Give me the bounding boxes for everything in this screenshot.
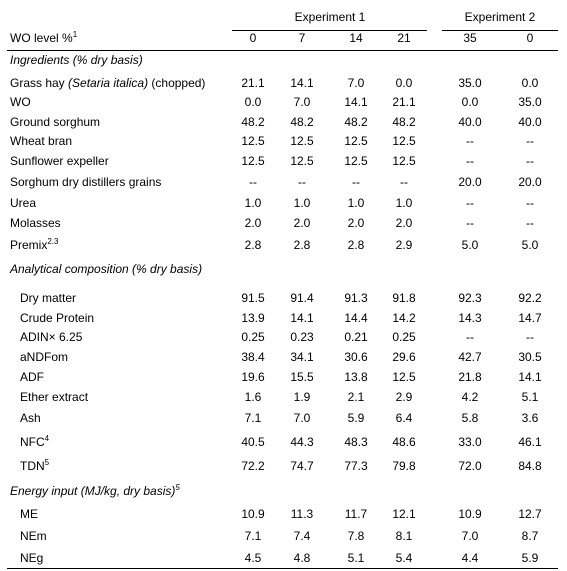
column-header: 7 [298,31,306,45]
table-cell: 14.3 [458,311,482,325]
table-cell: 48.3 [344,435,368,449]
table-cell: 1.9 [293,390,311,404]
column-header: 14 [349,31,363,45]
table-cell: 2.0 [347,216,365,230]
table-cell: 7.1 [244,411,262,425]
table-cell: 40.5 [241,435,265,449]
row-label [20,330,82,344]
table-cell: 10.9 [458,507,482,521]
row-label-text: Premix [10,238,48,252]
table-cell: 46.1 [518,435,542,449]
table-cell: 21.8 [458,370,482,384]
table-cell: 0.21 [344,330,368,344]
row-label-text: Urea [10,196,37,210]
row-label-text: NEm [20,529,47,543]
section-title-text: Ingredients (% dry basis) [10,53,143,67]
table-cell: 33.0 [458,435,482,449]
table-cell: 7.0 [293,95,311,109]
row-label [10,134,72,148]
row-label [20,350,68,364]
table-cell: 12.5 [344,134,368,148]
row-label [10,196,36,210]
row-label-text: Dry matter [20,291,77,305]
row-label-text: ADF [20,370,44,384]
table-cell: 0.25 [392,330,416,344]
row-label [10,95,31,109]
table-cell: 7.8 [347,529,365,543]
table-cell: 48.2 [241,115,265,129]
row-label-header-text: WO level % [10,31,73,45]
table-cell: 0.0 [244,95,262,109]
rule-header-bottom [7,50,558,51]
table-cell: 10.9 [241,507,265,521]
row-label-text: Ash [20,411,41,425]
column-header: 0 [526,31,534,45]
row-label-text: Molasses [10,216,61,230]
table-cell: 12.5 [392,370,416,384]
table-cell: -- [526,134,534,148]
table-cell: 34.1 [290,350,314,364]
table-cell: 5.0 [461,238,479,252]
table-cell: 40.0 [518,115,542,129]
table-cell: 6.4 [395,411,413,425]
table-cell: 72.0 [458,459,482,473]
table-cell: -- [400,175,408,189]
table-cell: 12.5 [241,134,265,148]
row-label-text: Wheat bran [10,134,73,148]
rule-table-bottom [7,568,558,569]
table-cell: -- [526,216,534,230]
table-cell: 5.1 [521,390,539,404]
table-cell: 5.9 [347,411,365,425]
column-header: 0 [249,31,257,45]
table-cell: 0.0 [461,95,479,109]
table-cell: 0.23 [290,330,314,344]
table-cell: 12.5 [344,154,368,168]
table-cell: 12.5 [392,154,416,168]
row-label-tail: (chopped) [148,76,206,90]
table-cell: 20.0 [518,175,542,189]
row-label-text: Sunflower expeller [10,154,109,168]
table-cell: -- [466,330,474,344]
table-cell: 92.2 [518,291,542,305]
table-cell: 38.4 [241,350,265,364]
table-cell: 14.1 [344,95,368,109]
table-cell: 74.7 [290,459,314,473]
table-cell: 2.1 [347,390,365,404]
table-cell: 15.5 [290,370,314,384]
table-cell: 48.6 [392,435,416,449]
table-cell: 30.5 [518,350,542,364]
table-cell: 91.4 [290,291,314,305]
table-cell: 2.0 [293,216,311,230]
row-label [20,311,94,325]
table-cell: 35.0 [518,95,542,109]
row-label [20,459,49,473]
table-cell: -- [352,175,360,189]
row-label [10,175,161,189]
table-cell: 2.9 [395,390,413,404]
table-cell: 5.9 [521,551,539,565]
table-cell: 13.8 [344,370,368,384]
row-label-text: ME [20,507,38,521]
table-cell: 7.0 [293,411,311,425]
table-cell: 2.9 [395,238,413,252]
row-label-header [10,31,77,45]
table-cell: -- [466,196,474,210]
table-cell: 8.1 [395,529,413,543]
table-cell: -- [466,154,474,168]
table-cell: 1.0 [244,196,262,210]
row-label-text: Ground sorghum [10,115,101,129]
column-header: 21 [397,31,411,45]
table-cell: -- [249,175,257,189]
row-label [10,154,109,168]
table-cell: 48.2 [290,115,314,129]
table-cell: 12.1 [392,507,416,521]
rule-group-exp2 [442,30,558,31]
table-cell: 1.0 [395,196,413,210]
row-label-text: Crude Protein [20,311,95,325]
row-label [20,435,49,449]
table-cell: 19.6 [241,370,265,384]
table-cell: 0.25 [241,330,265,344]
table-cell: 12.5 [241,154,265,168]
table-cell: 14.7 [518,311,542,325]
row-label-sup: 5 [44,458,50,467]
table-cell: 8.7 [521,529,539,543]
table-cell: 72.2 [241,459,265,473]
table-cell: 21.1 [392,95,416,109]
section-title [10,53,143,67]
row-label-text: TDN [20,459,45,473]
table-cell: 79.8 [392,459,416,473]
row-label-text: WO [10,95,31,109]
table-cell: 91.3 [344,291,368,305]
table-cell: 35.0 [458,76,482,90]
table-cell: -- [466,134,474,148]
table-cell: 4.8 [293,551,311,565]
table-cell: 92.3 [458,291,482,305]
table-cell: 11.7 [344,507,368,521]
table-cell: 77.3 [344,459,368,473]
row-label-text: aNDFom [20,350,69,364]
row-label-text: Sorghum dry distillers grains [10,175,162,189]
table-cell: 7.0 [347,76,365,90]
table-cell: 3.6 [521,411,539,425]
row-label [20,551,43,565]
table-cell: 5.8 [461,411,479,425]
table-cell: 4.5 [244,551,262,565]
row-label [20,411,41,425]
table-cell: 91.5 [241,291,265,305]
table-cell: 12.5 [290,134,314,148]
row-label [10,76,205,90]
table-cell: 2.8 [244,238,262,252]
table-cell: 1.6 [244,390,262,404]
table-cell: -- [526,330,534,344]
table-cell: 48.2 [344,115,368,129]
table-cell: 14.1 [518,370,542,384]
table-cell: 48.2 [392,115,416,129]
row-label [10,115,100,129]
table-cell: 2.0 [395,216,413,230]
section-title-sup: 5 [175,483,180,492]
row-label-text: ADIN× 6.25 [20,330,83,344]
row-label-italic: (Setaria italica) [68,76,149,90]
table-cell: 0.0 [395,76,413,90]
group-header-exp2: Experiment 2 [464,10,536,24]
row-label [20,390,88,404]
row-label-text: Ether extract [20,390,89,404]
row-label-text: Grass hay [10,76,69,90]
table-cell: -- [466,216,474,230]
table-cell: 2.0 [244,216,262,230]
table-cell: 29.6 [392,350,416,364]
table-cell: 20.0 [458,175,482,189]
table-cell: 14.1 [290,76,314,90]
table-cell: 4.4 [461,551,479,565]
table-cell: 1.0 [347,196,365,210]
row-label [20,529,47,543]
table-cell: 13.9 [241,311,265,325]
row-label-text: NEg [20,551,44,565]
table-cell: 1.0 [293,196,311,210]
table-cell: 30.6 [344,350,368,364]
table-cell: 21.1 [241,76,265,90]
table-cell: 12.5 [392,134,416,148]
row-label-sup: 2.3 [47,237,59,246]
row-label [20,291,76,305]
table-cell: 40.0 [458,115,482,129]
table-cell: 84.8 [518,459,542,473]
row-label [20,507,38,521]
row-label [10,216,61,230]
row-label-text: NFC [20,435,45,449]
section-title [10,262,202,276]
table-cell: 91.8 [392,291,416,305]
table-cell: 7.4 [293,529,311,543]
row-label [20,370,44,384]
table-cell: -- [526,196,534,210]
table-cell: 44.3 [290,435,314,449]
row-label-header-sup: 1 [72,30,78,39]
section-title [10,484,180,498]
table-cell: 11.3 [290,507,314,521]
table-cell: 5.0 [521,238,539,252]
table-cell: 42.7 [458,350,482,364]
section-title-text: Analytical composition (% dry basis) [10,262,203,276]
table-cell: 14.4 [344,311,368,325]
column-header: 35 [463,31,477,45]
table-cell: 7.1 [244,529,262,543]
table-cell: 4.2 [461,390,479,404]
table-cell: 2.8 [347,238,365,252]
table-cell: 7.0 [461,529,479,543]
table-cell: 14.2 [392,311,416,325]
table-cell: -- [298,175,306,189]
table-cell: 12.5 [290,154,314,168]
section-title-text: Energy input (MJ/kg, dry basis) [10,484,176,498]
row-label [10,238,58,252]
table-cell: 5.1 [347,551,365,565]
table-cell: -- [526,154,534,168]
group-header-exp1: Experiment 1 [294,10,366,24]
table-cell: 12.7 [518,507,542,521]
table-cell: 14.1 [290,311,314,325]
table-cell: 5.4 [395,551,413,565]
table-cell: 2.8 [293,238,311,252]
row-label-sup: 4 [44,434,50,443]
table-cell: 0.0 [521,76,539,90]
